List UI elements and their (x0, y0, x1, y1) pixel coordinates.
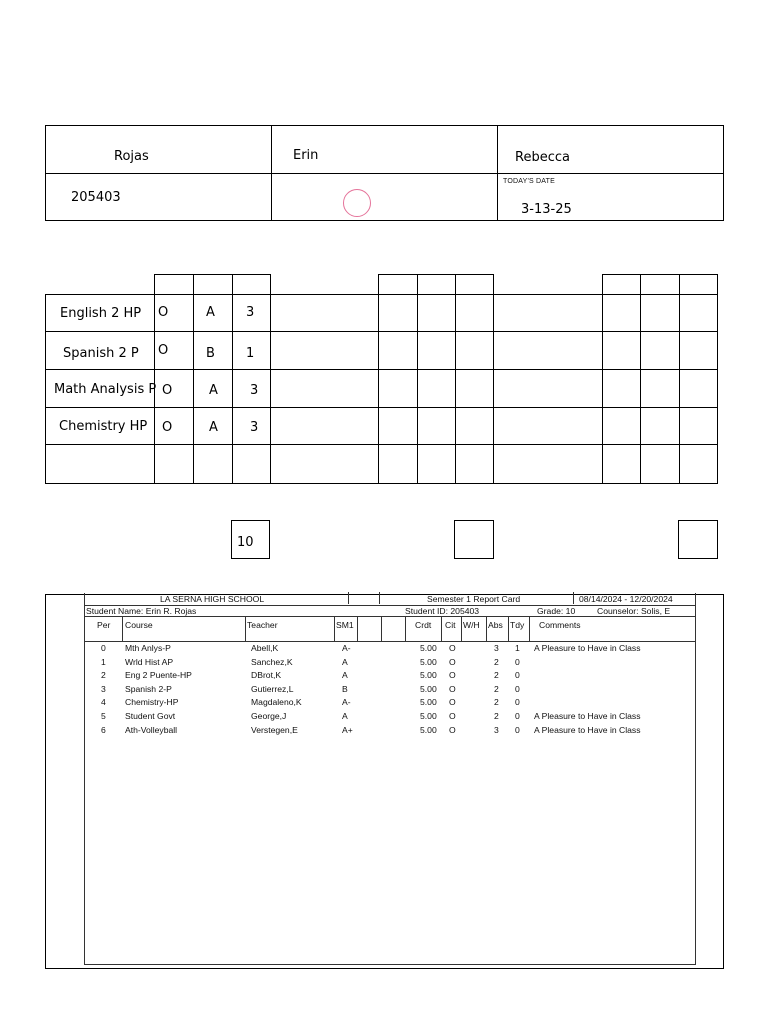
row-tardies: 0 (515, 670, 520, 681)
row-sm1: A (342, 656, 348, 667)
grid-header-cell (679, 274, 718, 295)
row-course: Spanish 2-P (125, 683, 172, 694)
report-student-id: Student ID: 205403 (405, 606, 480, 616)
grid-cell (493, 331, 603, 370)
student-id-value: 205403 (71, 190, 121, 205)
row-tardies: 0 (515, 683, 520, 694)
col-abs: Abs (488, 620, 503, 630)
row-course: Ath-Volleyball (125, 724, 178, 735)
schedule-course: English 2 HP (60, 306, 142, 321)
total-box (454, 520, 494, 559)
grid-header-cell (378, 274, 418, 295)
grid-cell (602, 294, 641, 332)
todays-date-label: TODAY'S DATE (503, 178, 555, 185)
grid-cell (640, 407, 680, 445)
grid-cell (679, 369, 718, 408)
row-tardies: 0 (515, 724, 520, 735)
grid-cell (270, 444, 379, 484)
row-tardies: 0 (515, 711, 520, 721)
row-period: 2 (101, 670, 106, 681)
counselor: Counselor: Solis, E (597, 606, 671, 616)
rule (84, 593, 85, 965)
col-crdt: Crdt (415, 620, 432, 630)
col-teacher: Teacher (247, 620, 278, 630)
grid-cell (270, 407, 379, 445)
schedule-grade: A (206, 305, 215, 320)
student-name: Student Name: Erin R. Rojas (86, 606, 197, 616)
schedule-value: 3 (250, 420, 259, 435)
col-cit: Cit (445, 620, 456, 630)
row-absences: 2 (494, 656, 499, 667)
grid-cell (602, 331, 641, 370)
row-absences: 2 (494, 670, 499, 681)
row-citizenship: O (449, 670, 456, 681)
row-teacher: Verstegen,E (251, 724, 298, 735)
row-credit: 5.00 (420, 656, 437, 667)
row-absences: 2 (494, 697, 499, 708)
grid-cell (270, 369, 379, 408)
grid-cell (493, 294, 603, 332)
rule (245, 617, 246, 641)
middle-name-value: Rebecca (515, 150, 570, 165)
grid-cell (679, 444, 718, 484)
rule (486, 617, 487, 641)
row-credit: 5.00 (420, 670, 437, 681)
row-absences: 2 (494, 711, 499, 721)
row-teacher: Gutierrez,L (251, 683, 294, 694)
grid-cell (640, 331, 680, 370)
rule (529, 617, 530, 641)
grid-cell (378, 407, 418, 445)
grid-cell (154, 444, 194, 484)
row-citizenship: O (449, 724, 456, 735)
row-teacher: Sanchez,K (251, 656, 293, 667)
schedule-value: 3 (250, 383, 259, 398)
rule (84, 964, 696, 965)
grid-cell (455, 444, 494, 484)
row-sm1: A (342, 711, 348, 721)
row-course: Wrld Hist AP (125, 656, 174, 667)
row-course: Eng 2 Puente-HP (125, 670, 192, 681)
grid-cell (602, 444, 641, 484)
grid-cell (378, 444, 418, 484)
col-wh: W/H (463, 620, 480, 630)
row-period: 1 (101, 656, 106, 667)
rule (573, 592, 574, 604)
row-credit: 5.00 (420, 683, 437, 694)
grid-cell (270, 294, 379, 332)
row-citizenship: O (449, 697, 456, 708)
schedule-value: 3 (246, 305, 255, 320)
row-sm1: A- (342, 643, 351, 653)
grid-cell (417, 407, 456, 445)
row-teacher: Abell,K (251, 643, 279, 653)
row-citizenship: O (449, 643, 456, 653)
last-name-value: Rojas (114, 149, 149, 164)
schedule-grade: B (206, 346, 215, 361)
schedule-course: Math Analysis P (54, 382, 157, 397)
row-absences: 3 (494, 643, 499, 653)
col-sm1: SM1 (336, 620, 354, 630)
row-course: Mth Anlys-P (125, 643, 171, 653)
schedule-grade: A (209, 420, 218, 435)
row-period: 5 (101, 711, 106, 721)
schedule-mark: O (162, 383, 173, 398)
grid-cell (378, 331, 418, 370)
schedule-course: Chemistry HP (59, 419, 148, 434)
grid-cell (640, 444, 680, 484)
grid-cell (602, 407, 641, 445)
grid-cell (602, 369, 641, 408)
rule (508, 617, 509, 641)
rule (379, 592, 380, 604)
col-per: Per (97, 620, 111, 630)
grid-cell (455, 294, 494, 332)
rule (461, 617, 462, 641)
row-teacher: George,J (251, 711, 287, 721)
rule (695, 593, 696, 965)
row-citizenship: O (449, 656, 456, 667)
rule (84, 641, 696, 642)
schedule-value: 1 (246, 346, 255, 361)
grid-header-cell (640, 274, 680, 295)
row-credit: 5.00 (420, 697, 437, 708)
row-sm1: B (342, 683, 348, 694)
row-course: Chemistry-HP (125, 697, 179, 708)
schedule-mark: O (162, 420, 173, 435)
first-name-value: Erin (293, 148, 319, 163)
divider (46, 173, 723, 174)
row-period: 0 (101, 643, 106, 653)
circle-mark (343, 189, 371, 217)
grid-cell (455, 369, 494, 408)
col-comments: Comments (539, 620, 581, 630)
grid-header-cell (602, 274, 641, 295)
col-course: Course (125, 620, 153, 630)
grid-cell (455, 331, 494, 370)
grid-cell (154, 369, 194, 408)
row-citizenship: O (449, 683, 456, 694)
row-period: 4 (101, 697, 106, 708)
total-box (678, 520, 718, 559)
row-tardies: 1 (515, 643, 520, 653)
row-absences: 3 (494, 724, 499, 735)
rule (441, 617, 442, 641)
row-credit: 5.00 (420, 643, 437, 653)
row-teacher: Magdaleno,K (251, 697, 302, 708)
grid-cell (270, 331, 379, 370)
grid-header-cell (193, 274, 233, 295)
grid-cell (493, 444, 603, 484)
grid-cell (417, 369, 456, 408)
row-period: 6 (101, 724, 106, 735)
grade-level: Grade: 10 (537, 606, 576, 616)
grid-header-cell (417, 274, 456, 295)
todays-date-value: 3-13-25 (521, 202, 572, 217)
grid-cell (640, 369, 680, 408)
rule (122, 617, 123, 641)
row-period: 3 (101, 683, 106, 694)
report-date-range: 08/14/2024 - 12/20/2024 (579, 594, 673, 604)
school-name: LA SERNA HIGH SCHOOL (160, 594, 265, 604)
row-teacher: DBrot,K (251, 670, 282, 681)
grid-cell (154, 407, 194, 445)
grid-cell (679, 407, 718, 445)
grid-cell (378, 294, 418, 332)
grid-header-cell (154, 274, 194, 295)
rule (348, 592, 349, 604)
row-comments: A Pleasure to Have in Class (534, 711, 641, 721)
row-comments: A Pleasure to Have in Class (534, 724, 641, 735)
grid-cell (455, 407, 494, 445)
schedule-mark: O (158, 305, 169, 320)
row-sm1: A+ (342, 724, 353, 735)
grid-cell (493, 369, 603, 408)
schedule-course: Spanish 2 P (63, 346, 139, 361)
grid-header-cell (232, 274, 271, 295)
rule (381, 617, 382, 641)
rule (334, 617, 335, 641)
row-tardies: 0 (515, 697, 520, 708)
rule (357, 617, 358, 641)
grid-cell (232, 444, 271, 484)
grid-cell (417, 294, 456, 332)
student-info-box (45, 125, 724, 221)
row-absences: 2 (494, 683, 499, 694)
col-tdy: Tdy (510, 620, 525, 630)
schedule-mark: O (158, 343, 169, 358)
row-credit: 5.00 (420, 724, 437, 735)
schedule-grade: A (209, 383, 218, 398)
grid-cell (45, 444, 155, 484)
row-sm1: A (342, 670, 348, 681)
row-tardies: 0 (515, 656, 520, 667)
row-course: Student Govt (125, 711, 176, 721)
grid-cell (417, 444, 456, 484)
rule (405, 617, 406, 641)
row-comments: A Pleasure to Have in Class (534, 643, 641, 653)
row-sm1: A- (342, 697, 351, 708)
total-box-value: 10 (237, 535, 254, 550)
grid-cell (640, 294, 680, 332)
row-credit: 5.00 (420, 711, 437, 721)
row-citizenship: O (449, 711, 456, 721)
grid-header-cell (455, 274, 494, 295)
grid-cell (417, 331, 456, 370)
grid-cell (679, 331, 718, 370)
rule (84, 616, 696, 617)
grid-cell (193, 444, 233, 484)
grid-cell (679, 294, 718, 332)
report-card-title: Semester 1 Report Card (427, 594, 521, 604)
grid-cell (493, 407, 603, 445)
total-box (231, 520, 270, 559)
grid-cell (378, 369, 418, 408)
